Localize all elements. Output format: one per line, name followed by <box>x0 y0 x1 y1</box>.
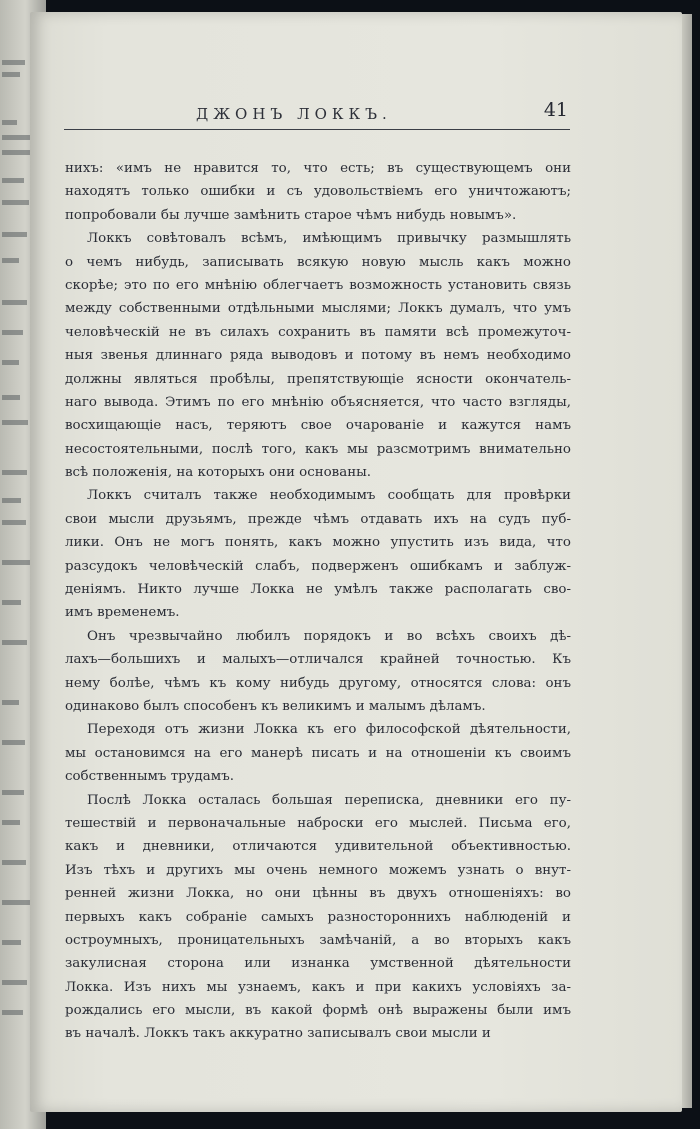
text-line: рождались его мысли, въ какой формѣ онѣ выражены были имъ <box>65 1003 571 1019</box>
text-line: наго вывода. Этимъ по его мнѣнію объясняется, что часто взгляды, <box>65 394 571 410</box>
text-line: нихъ: «имъ не нравится то, что есть; въ существующемъ они <box>65 161 571 176</box>
text-line: имъ временемъ. <box>65 605 180 621</box>
text-line: должны являться пробѣлы, препятствующіе ясности окончатель- <box>65 371 571 387</box>
text-line: деніямъ. Никто лучше Локка не умѣлъ также располагать сво- <box>65 582 571 598</box>
text-line: мы остановимся на его манерѣ писать и на отношеніи къ своимъ <box>65 745 571 761</box>
text-line: Онъ чрезвычайно любилъ порядокъ и во всѣхъ своихъ дѣ- <box>87 628 571 644</box>
text-line: Изъ тѣхъ и другихъ мы очень немного можемъ узнать о внут- <box>65 862 571 878</box>
text-line: Переходя отъ жизни Локка къ его философской дѣятельности, <box>87 722 571 738</box>
running-title: ДЖОНЪ ЛОККЪ. <box>196 105 392 123</box>
facing-page-text-fragment <box>2 120 17 125</box>
facing-page-text-fragment <box>2 560 32 565</box>
facing-page-text-fragment <box>2 790 24 795</box>
facing-page-text-fragment <box>2 360 19 365</box>
text-line: между собственными отдѣльными мыслями; Локкъ думалъ, что умъ <box>65 301 571 317</box>
page-header <box>64 99 570 130</box>
facing-page-text-fragment <box>2 980 27 985</box>
facing-page-text-fragment <box>2 700 19 705</box>
body-text <box>65 157 571 1046</box>
text-line: о чемъ нибудь, записывать всякую новую мысль какъ можно <box>65 254 571 270</box>
text-line: находятъ только ошибки и съ удовольствіемъ его уничтожаютъ; <box>65 184 571 200</box>
text-line: первыхъ какъ собраніе самыхъ разностороннихъ наблюденій и <box>65 909 571 925</box>
facing-page-text-fragment <box>2 72 20 77</box>
facing-page-text-fragment <box>2 258 19 263</box>
facing-page-text-fragment <box>2 470 27 475</box>
text-line: какъ и дневники, отличаются удивительной объективностью. <box>65 839 571 855</box>
text-line: закулисная сторона или изнанка умственной дѣятельности <box>65 956 571 972</box>
text-line: свои мысли друзьямъ, прежде чѣмъ отдавать ихъ на судъ пуб- <box>65 511 571 527</box>
text-line: Послѣ Локка осталась большая переписка, дневники его пу- <box>87 792 571 808</box>
facing-page-text-fragment <box>2 232 27 237</box>
text-line: попробовали бы лучше замѣнить старое чѣмъ нибудь новымъ». <box>65 207 517 223</box>
facing-page-text-fragment <box>2 300 27 305</box>
facing-page-text-fragment <box>2 940 21 945</box>
text-line: ренней жизни Локка, но они цѣнны въ двухъ отношеніяхъ: во <box>65 886 571 902</box>
text-line: несостоятельными, послѣ того, какъ мы разсмотримъ внимательно <box>65 441 571 457</box>
text-line: Локкъ совѣтовалъ всѣмъ, имѣющимъ привычку размышлять <box>87 231 571 247</box>
text-line: разсудокъ человѣческій слабъ, подверженъ ошибкамъ и заблуж- <box>65 558 571 574</box>
paragraph <box>65 789 571 1046</box>
facing-page-text-fragment <box>2 860 26 865</box>
facing-page-text-fragment <box>2 740 25 745</box>
text-line: скорѣе; это по его мнѣнію облегчаетъ возможность установить связь <box>65 277 571 293</box>
page-number: 41 <box>543 99 568 121</box>
facing-page-text-fragment <box>2 178 24 183</box>
paragraph <box>65 718 571 788</box>
text-line: человѣческій не въ силахъ сохранить въ памяти всѣ промежуточ- <box>65 324 571 340</box>
text-line: одинаково былъ способенъ къ великимъ и малымъ дѣламъ. <box>65 698 486 714</box>
facing-page-text-fragment <box>2 600 21 605</box>
facing-page-text-fragment <box>2 900 32 905</box>
text-line: ныя звенья длиннаго ряда выводовъ и потому въ немъ необходимо <box>65 348 571 364</box>
text-line: Локка. Изъ нихъ мы узнаемъ, какъ и при какихъ условіяхъ за- <box>65 979 571 995</box>
page-edge-shadow <box>682 14 692 1108</box>
facing-page-text-fragment <box>2 135 32 140</box>
facing-page-text-fragment <box>2 1010 23 1015</box>
paragraph <box>65 157 571 227</box>
text-line: остроумныхъ, проницательныхъ замѣчаній, а во вторыхъ какъ <box>65 932 571 948</box>
facing-page-text-fragment <box>2 395 20 400</box>
facing-page-text-fragment <box>2 60 25 65</box>
text-line: Локкъ считалъ также необходимымъ сообщать для провѣрки <box>87 488 571 504</box>
text-line: всѣ положенія, на которыхъ они основаны. <box>65 465 372 481</box>
paragraph <box>65 227 571 484</box>
facing-page-text-fragment <box>2 200 29 205</box>
facing-page-text-fragment <box>2 330 23 335</box>
text-line: восхищающіе насъ, теряютъ свое очарованіе и кажутся намъ <box>65 418 571 434</box>
text-line: въ началѣ. Локкъ такъ аккуратно записывалъ свои мысли и <box>65 1026 491 1042</box>
facing-page-text-fragment <box>2 498 21 503</box>
text-line: нему болѣе, чѣмъ къ кому нибудь другому, относятся слова: онъ <box>65 675 571 691</box>
paragraph <box>65 625 571 719</box>
facing-page-text-fragment <box>2 640 27 645</box>
facing-page-text-fragment <box>2 520 26 525</box>
paragraph <box>65 484 571 624</box>
facing-page-text-fragment <box>2 420 28 425</box>
facing-page-text-fragment <box>2 150 30 155</box>
text-line: лики. Онъ не могъ понять, какъ можно упустить изъ вида, что <box>65 535 571 551</box>
facing-page-text-fragment <box>2 820 20 825</box>
text-line: тешествій и первоначальные наброски его мыслей. Письма его, <box>65 815 571 831</box>
text-line: лахъ—большихъ и малыхъ—отличался крайней точностью. Къ <box>65 652 571 668</box>
text-line: собственнымъ трудамъ. <box>65 769 234 785</box>
